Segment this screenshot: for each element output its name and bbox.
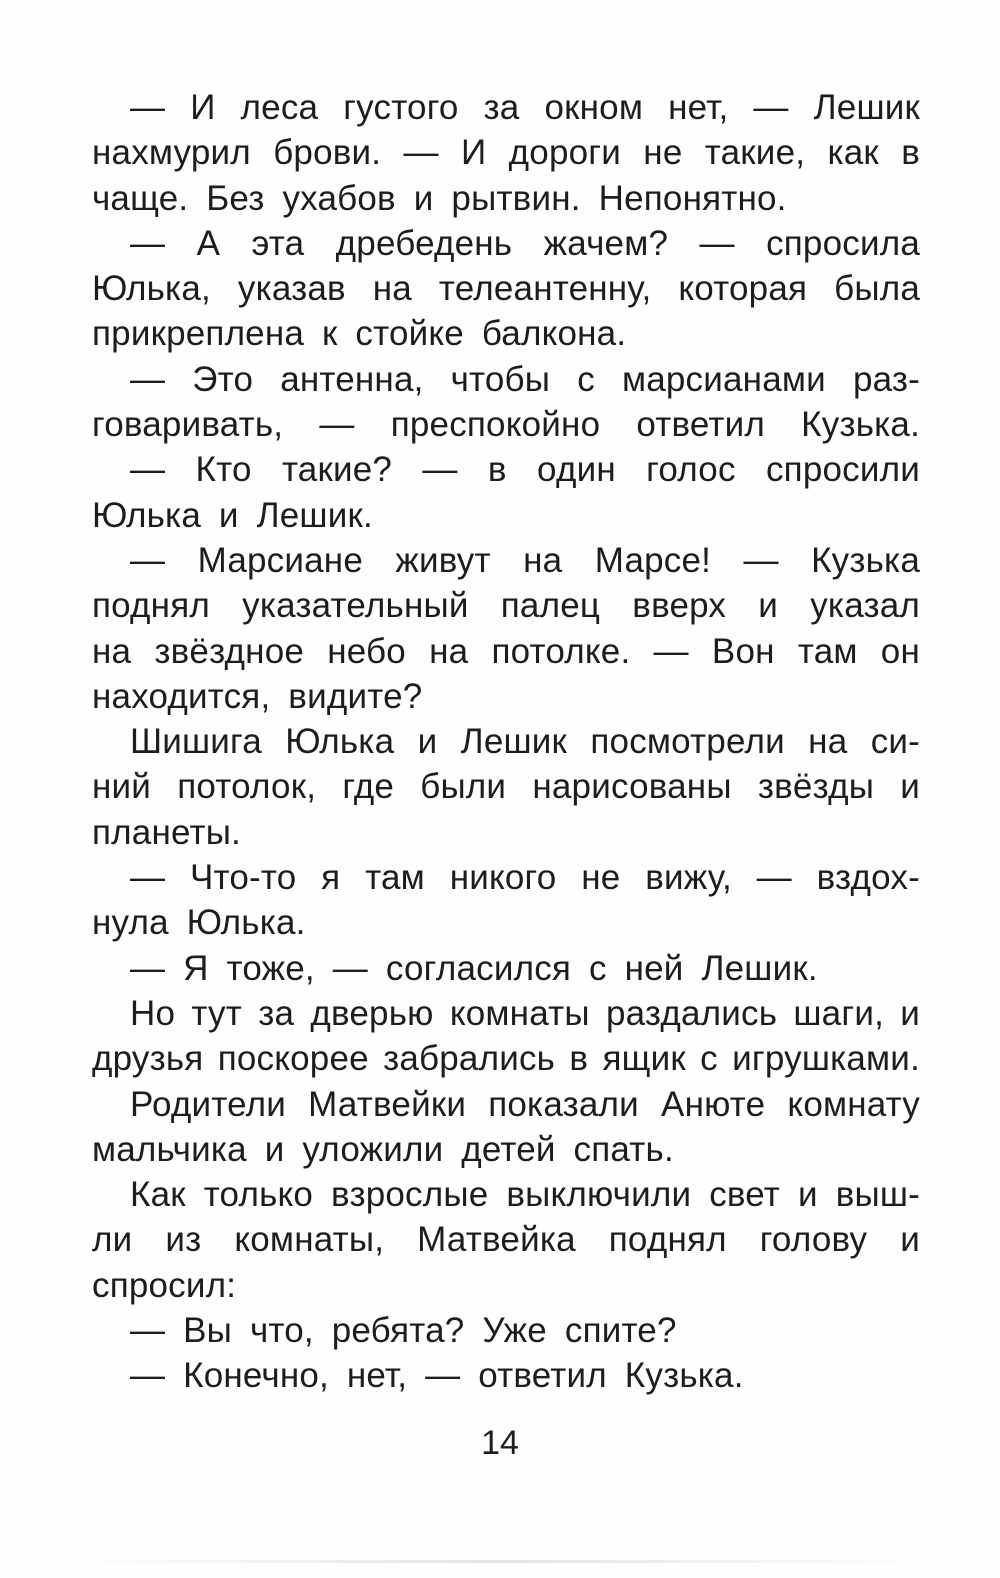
page-body-text	[92, 85, 920, 1399]
text-line: — А эта дребедень жачем? — спросила	[130, 223, 920, 263]
text-line: — Кто такие? — в один голос спросили	[130, 450, 920, 490]
text-line: — Я тоже, — согласился с ней Лешик.	[130, 948, 818, 988]
text-line: друзья поскорее забрались в ящик с игрушками.	[92, 1039, 920, 1079]
text-line: на звёздное небо на потолке. — Вон там он	[92, 631, 920, 671]
text-line: нула Юлька.	[92, 903, 306, 943]
text-line: поднял указательный палец вверх и указал	[92, 586, 920, 626]
text-line: планеты.	[92, 812, 241, 852]
text-line: Как только взрослые выключили свет и выш-	[130, 1175, 920, 1215]
text-line: находится, видите?	[92, 676, 423, 716]
text-line: Шишига Юлька и Лешик посмотрели на си-	[130, 722, 920, 762]
text-line: говаривать, — преспокойно ответил Кузька.	[92, 405, 920, 445]
text-line: нахмурил брови. — И дороги не такие, как в	[92, 133, 920, 173]
text-line: прикреплена к стойке балкона.	[92, 314, 627, 354]
text-line: — Это антенна, чтобы с марсианами раз-	[130, 359, 920, 399]
text-line: Юлька, указав на телеантенну, которая была	[92, 269, 920, 309]
page-number: 14	[481, 1424, 519, 1462]
text-line: мальчика и уложили детей спать.	[92, 1129, 674, 1169]
text-line: Но тут за дверью комнаты раздались шаги, и	[130, 993, 920, 1033]
text-line: ли из комнаты, Матвейка поднял голову и	[92, 1220, 920, 1260]
text-line: ний потолок, где были нарисованы звёзды и	[92, 767, 920, 807]
page-edge-shadow	[60, 1560, 940, 1563]
text-line: — Конечно, нет, — ответил Кузька.	[130, 1356, 744, 1396]
text-line: — Вы что, ребята? Уже спите?	[130, 1311, 677, 1351]
text-line: — Что-то я там никого не вижу, — вздох-	[130, 858, 920, 898]
text-line: — И леса густого за окном нет, — Лешик	[130, 88, 920, 127]
text-line: Родители Матвейки показали Анюте комнату	[130, 1084, 920, 1124]
text-line: — Марсиане живут на Марсе! — Кузька	[130, 540, 920, 580]
text-line: спросил:	[92, 1265, 237, 1305]
text-line: Юлька и Лешик.	[92, 495, 373, 535]
text-line: чаще. Без ухабов и рытвин. Непонятно.	[92, 178, 787, 218]
